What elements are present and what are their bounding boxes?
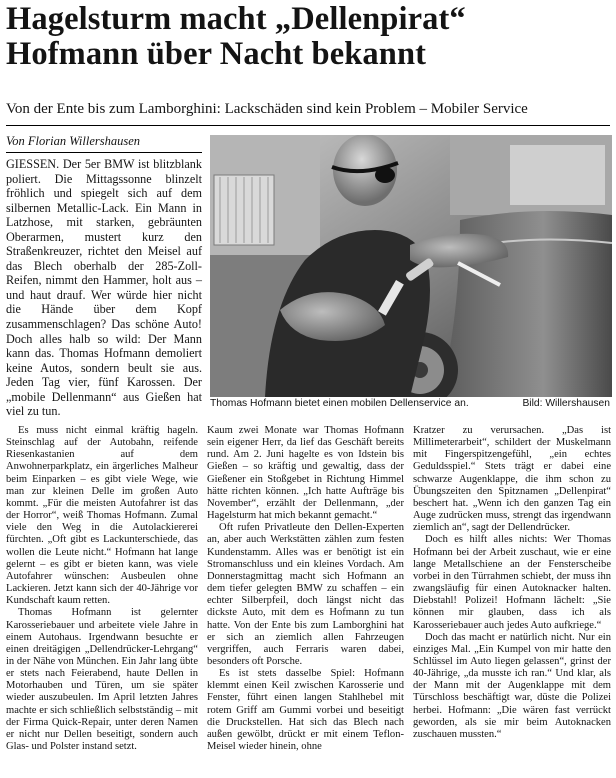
headline — [6, 2, 612, 72]
article-column-3 — [413, 425, 611, 741]
byline-rule — [6, 152, 202, 153]
column-3-paragraph-2: Doch es hilft alles nichts: Wer Thomas Hofmann bei der Arbeit zuschaut, wie er eine lange Metallschiene an der Fensterscheibe vorbei in den Türrahmen schiebt, der muss ihn zwangsläufig für einen Autoknacker halten. Diebstahl! Polizei! Hofmann lächelt: „Sie können mir glauben, dass ich als Karosseriebauer auch jedes Auto aufkriege.“ — [413, 534, 611, 631]
column-2-paragraph-2: Oft rufen Privatleute den Dellen-Experten an, aber auch Werkstätten zählen zum festen Kundenstamm. Alles was er benötigt ist ein Stromanschluss und ein kleines Vordach. Am Donnerstagmittag macht sich Hofmann an dem tiefer gelegten BMW zu schaffen – ein echter Silberpfeil, doch längst nicht das dickste Auto, mit dem es Hofmann zu tun hatte. Von der Ente bis zum Lamborghini hat er sich an ziemlich allen Fahrzeugen vergriffen, auch Ferraris waren dabei, besonders oft Porsche. — [207, 522, 404, 667]
photo-credit: Bild: Willershausen — [522, 398, 610, 409]
article-column-2 — [207, 425, 404, 753]
column-3-paragraph-3: Doch das macht er natürlich nicht. Nur ein einziges Mal. „Ein Kumpel von mir hatte den Schlüssel im Auto liegen gelassen“, grinst der 40-Jährige, „da musste ich ran.“ Und klar, als der Mann mit der Augenklappe mit dem Türschloss beschäftigt war, düste die Polizei herbei. Hofmann: „Die wären fast verrückt geworden, als sie mir beim Autoknacken zuschauen mussten.“ — [413, 631, 611, 740]
photo-caption: Thomas Hofmann bietet einen mobilen Dellenservice an. — [210, 398, 469, 409]
headline-line-1: Hagelsturm macht „Dellenpirat“ — [6, 1, 466, 37]
byline: Von Florian Willershausen — [6, 134, 141, 148]
column-1-paragraph-2: Thomas Hofmann ist gelernter Karosseriebauer und arbeitete viele Jahre in einem Autohaus. Irgendwann besuchte er einen dreitägigen „Dellendrücker-Lehrgang“ in der Nähe von München. Ein Jahr lang übte er stets nach Feierabend, haute Dellen in Motorhauben und Türen, um sie später wieder auszubeulen. Im April letzten Jahres machte er sich schließlich selbstständig – mit der Firma Quick-Repair, unter deren Namen er nicht nur Dellen beseitigt, sondern auch Glas- und Polster instand setzt. — [6, 607, 198, 753]
lead-text: GIESSEN. Der 5er BMW ist blitzblank poliert. Die Mittagssonne blinzelt fröhlich und spiegelt sich auf dem silbernen Metallic-Lack. Ein Mann in Latzhose, mit starken, gebräunten Oberarmen, mustert kurz den Straßenkreuzer, richtet den Meisel auf das Blech oberhalb der 285-Zoll-Reifen, nimmt den Hammer, holt aus – und haut drauf. Wer würde hier nicht die Hände über dem Kopf zusammenschlagen? Das schöne Auto! Doch alles halb so wild: Der Mann kann das. Thomas Hofmann demoliert keine Autos, sondern beult sie aus. Jeden Tag vier, fünf Karossen. Der „mobile Dellenmann“ aus Gießen hat viel zu tun. — [6, 157, 202, 419]
subheadline: Von der Ente bis zum Lamborghini: Lackschäden sind kein Problem – Mobiler Service — [6, 101, 528, 117]
article-column-1 — [6, 425, 198, 753]
column-1-paragraph-1: Es muss nicht einmal kräftig hageln. Steinschlag auf der Autobahn, reifende Riesenkastanien auf dem Anwohnerparkplatz, ein ärgerliches Malheur beim Einparken – es gibt viele Wege, wie man zur kleinen Delle im großen Auto kommt. „Für die meisten Autofahrer ist das der Horror“, weiß Thomas Hofmann. Zumal viele den Weg in die Autolackiererei fürchten. „Oft gibt es Lackunterschiede, das wollen die Leute nicht.“ Hofmann hat lange gelernt – es gibt er bieten kann, was viele Autofahrer wünschen: Ausbeulen ohne Lackieren. Jetzt kann sich der 40-Jährige vor Kundschaft kaum retten. — [6, 425, 198, 607]
lead-paragraph — [6, 157, 202, 419]
column-2-paragraph-3: Es ist stets dasselbe Spiel: Hofmann klemmt einen Keil zwischen Karosserie und Fenster, führt einen langen Stahlhebel mit rotem Griff am Gummi vorbei und beseitigt die Druckstellen. Hat sich das Blech nach außen gewölbt, drückt er mit einem Teflon-Meisel wieder hinein, ohne — [207, 668, 404, 753]
headline-line-2: Hofmann über Nacht bekannt — [6, 36, 427, 72]
subheadline-rule — [6, 125, 610, 126]
column-3-paragraph-1: Kratzer zu verursachen. „Das ist Millimeterarbeit“, schildert der Muskelmann mit Fingerspitzengefühl, „ein echtes Geduldsspiel.“ Stets trägt er dabei eine schwarze Augenklappe, die ihm schon zu Übungszeiten den Spitznamen „Dellenpirat“ beschert hat. „Wenn ich den ganzen Tag ein Auge zudrücken muss, strengt das irgendwann ziemlich an“, sagt der Dellendrücker. — [413, 425, 611, 534]
photo-caption-row — [210, 398, 612, 410]
column-2-paragraph-1: Kaum zwei Monate war Thomas Hofmann sein eigener Herr, da lief das Geschäft bereits rund. Am 2. Juni hagelte es von Idstein bis Gießen – so kräftig und gewaltig, dass der Gießener ein Stoßgebet in Richtung Himmel hätte richten können. „Ich hatte Aufträge bis November“, erzählt der Dellenmann, „der Hagelsturm hat mich bekannt gemacht.“ — [207, 425, 404, 522]
article-photo — [210, 135, 612, 397]
